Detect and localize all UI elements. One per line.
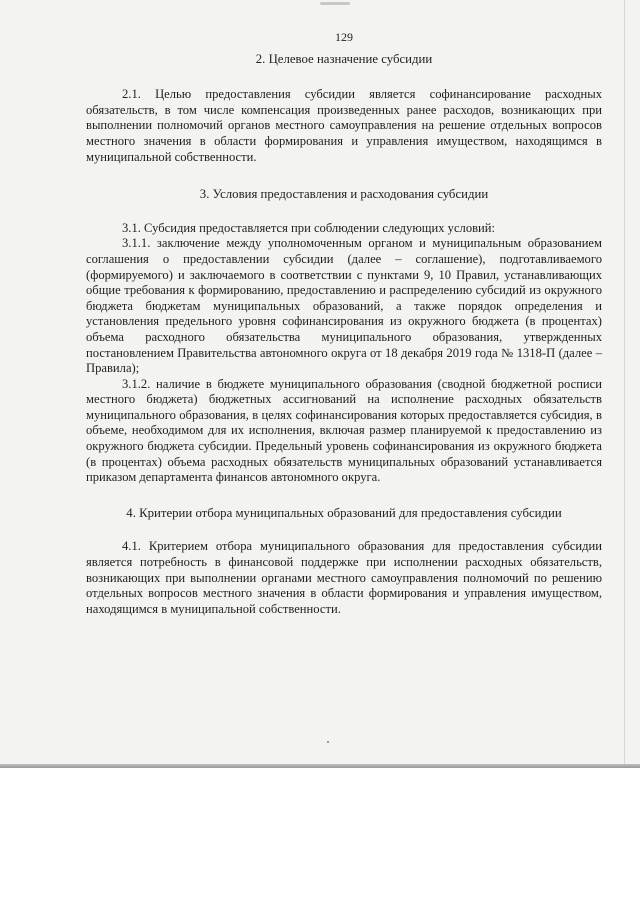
document-body [86, 30, 602, 617]
section-3-heading: 3. Условия предоставления и расходования субсидии [199, 187, 489, 202]
paragraph-4-1: 4.1. Критерием отбора муниципального образования для предоставления субсидии является потребность в финансовой поддержке при исполнении расходных обязательств, возникающих при выполнении органами местного самоуправления полномочий по решению отдельных вопросов местного значения в области формирования и управления имуществом, находящимся в муниципальной собственности. [86, 539, 602, 616]
paragraph-3-1: 3.1. Субсидия предоставляется при соблюдении следующих условий: [122, 220, 496, 235]
paragraph-3-1-1: 3.1.1. заключение между уполномоченным органом и муниципальным образованием соглашения о предоставлении субсидии (далее – соглашение), подготавливаемого (формируемого) и заключаемого в соответствии с пунктами 9, 10 Правил, устанавливающих общие требования к формированию, предоставлению и распределению субсидий из окружного бюджета бюджетам муниципальных образований, а также порядок определения и установления предельного уровня софинансирования из окружного бюджета (в процентах) объема расходного обязательства муниципального образования, утвержденных постановлением Правительства автономного округа от 18 декабря 2019 года № 1318-П (далее – Правила); [86, 236, 602, 376]
scan-edge-line [624, 0, 625, 768]
page-number: 129 [335, 30, 353, 44]
paragraph-2-1: 2.1. Целью предоставления субсидии является софинансирование расходных обязательств, в том числе компенсация произведенных ранее расходов, возникающих при выполнении полномочий органов местного самоуправления на решение отдельных вопросов местного значения в области формирования и управления имуществом, находящимся в муниципальной собственности. [86, 87, 602, 164]
scan-mark [320, 2, 350, 5]
section-4-heading: 4. Критерии отбора муниципальных образований для предоставления субсидии [126, 505, 562, 520]
section-2-heading: 2. Целевое назначение субсидии [255, 51, 433, 66]
scan-dot [327, 741, 329, 743]
blank-area [0, 772, 640, 905]
paragraph-3-1-2: 3.1.2. наличие в бюджете муниципального образования (сводной бюджетной росписи местного бюджета) бюджетных ассигнований на исполнение расходных обязательств муниципального образования, в целях софинансирования которых предоставляется субсидия, в объеме, необходимом для их исполнения, включая размер планируемой к предоставлению из окружного бюджета субсидии. Предельный уровень софинансирования из окружного бюджета (в процентах) объема расходных обязательств муниципальных образований устанавливается приказом департамента финансов автономного округа. [86, 376, 602, 485]
